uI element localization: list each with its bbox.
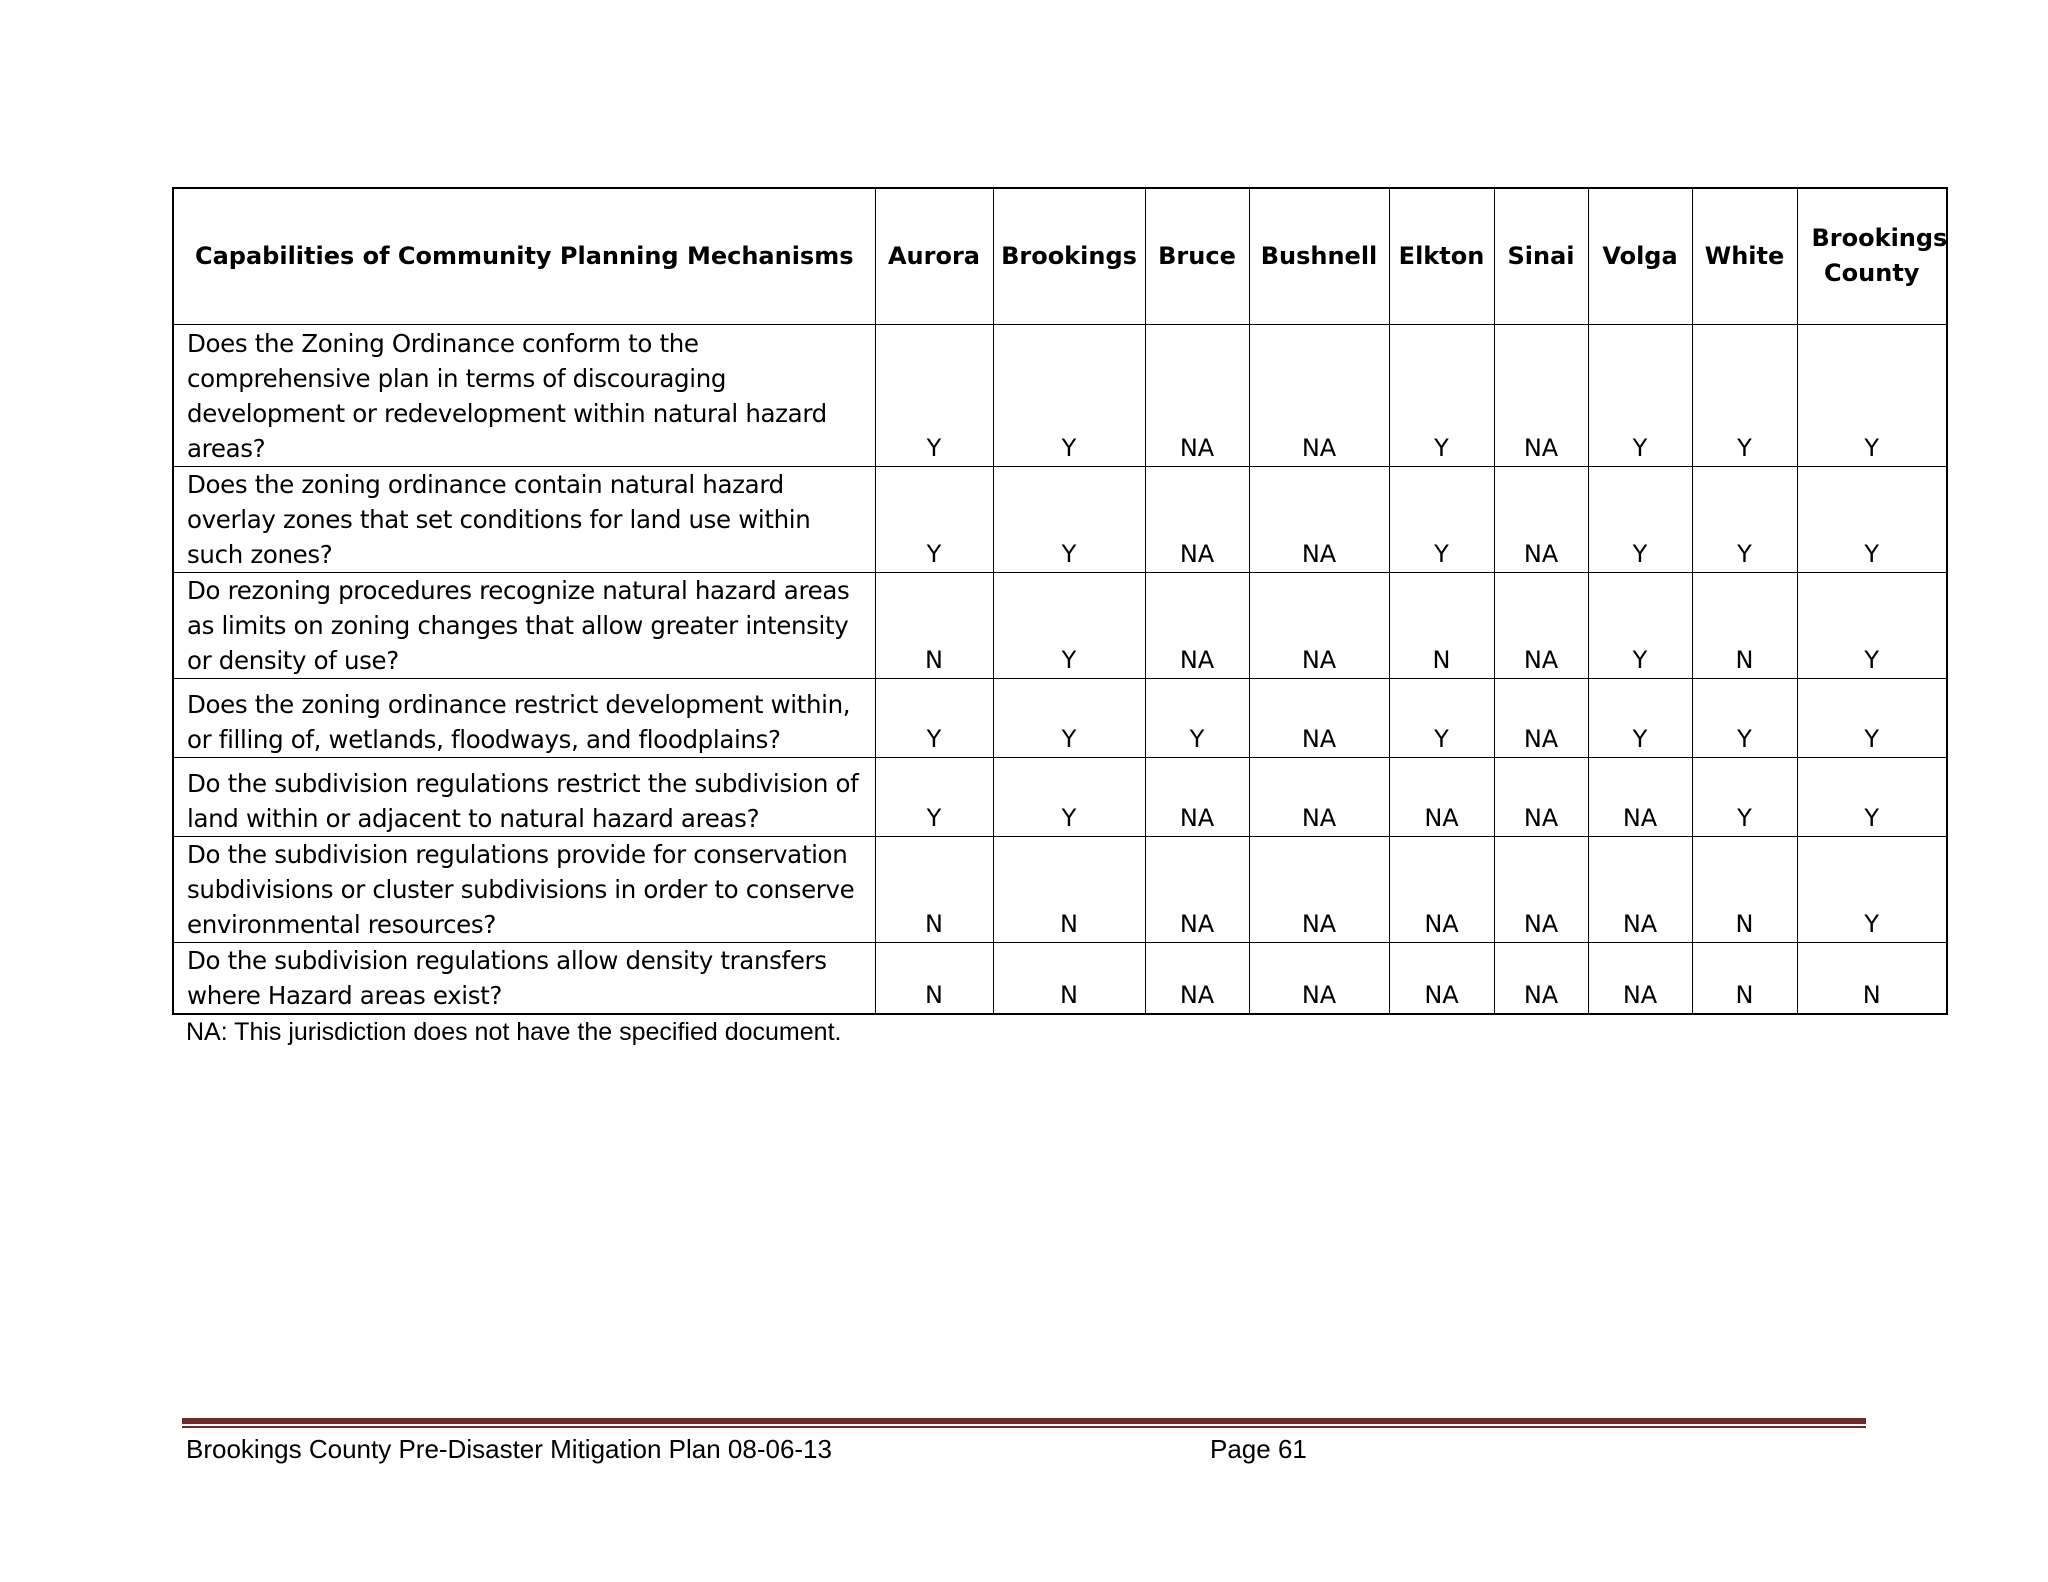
value-cell: NA (1389, 757, 1494, 836)
value-cell: N (875, 572, 993, 678)
jurisdiction-header: Elkton (1389, 188, 1494, 324)
capabilities-header: Capabilities of Community Planning Mechanisms (173, 188, 875, 324)
table-row (173, 572, 1947, 678)
question-cell: Do the subdivision regulations restrict the subdivision of land within or adjacent to natural hazard areas? (173, 757, 875, 836)
value-cell: NA (1249, 678, 1389, 757)
value-cell: NA (1389, 836, 1494, 942)
value-cell: Y (993, 324, 1145, 466)
footer-rule-thin (182, 1426, 1866, 1428)
value-cell: NA (1494, 466, 1588, 572)
value-cell: NA (1494, 678, 1588, 757)
value-cell: N (1692, 836, 1797, 942)
value-cell: NA (1249, 942, 1389, 1014)
value-cell: NA (1494, 324, 1588, 466)
value-cell: Y (993, 757, 1145, 836)
value-cell: NA (1588, 757, 1692, 836)
jurisdiction-header: Aurora (875, 188, 993, 324)
page-number: Page 61 (1210, 1434, 1307, 1464)
value-cell: N (875, 836, 993, 942)
value-cell: NA (1145, 324, 1249, 466)
table-row (173, 836, 1947, 942)
value-cell: NA (1249, 572, 1389, 678)
value-cell: Y (993, 466, 1145, 572)
value-cell: Y (1797, 836, 1947, 942)
value-cell: Y (1145, 678, 1249, 757)
value-cell: Y (1389, 324, 1494, 466)
jurisdiction-header: Sinai (1494, 188, 1588, 324)
value-cell: Y (1692, 466, 1797, 572)
value-cell: NA (1494, 942, 1588, 1014)
value-cell: Y (1389, 466, 1494, 572)
value-cell: Y (1692, 678, 1797, 757)
value-cell: NA (1145, 942, 1249, 1014)
value-cell: NA (1249, 757, 1389, 836)
value-cell: NA (1145, 836, 1249, 942)
value-cell: N (1389, 572, 1494, 678)
value-cell: Y (993, 572, 1145, 678)
table-row (173, 466, 1947, 572)
value-cell: Y (993, 678, 1145, 757)
jurisdiction-header: Bruce (1145, 188, 1249, 324)
question-cell: Does the Zoning Ordinance conform to the comprehensive plan in terms of discouraging development or redevelopment within natural hazard areas? (173, 324, 875, 466)
jurisdiction-header: Brookings County (1797, 188, 1947, 324)
question-cell: Do the subdivision regulations provide for conservation subdivisions or cluster subdivisions in order to conserve environmental resources? (173, 836, 875, 942)
footer-rule (182, 1418, 1866, 1424)
capabilities-table (172, 187, 1948, 1015)
value-cell: NA (1145, 757, 1249, 836)
value-cell: Y (875, 466, 993, 572)
value-cell: Y (1588, 466, 1692, 572)
question-cell: Does the zoning ordinance restrict development within, or filling of, wetlands, floodways, and floodplains? (173, 678, 875, 757)
value-cell: NA (1588, 942, 1692, 1014)
jurisdiction-header: White (1692, 188, 1797, 324)
value-cell: Y (1389, 678, 1494, 757)
value-cell: Y (1797, 678, 1947, 757)
value-cell: Y (1797, 572, 1947, 678)
table-body (173, 324, 1947, 1014)
value-cell: NA (1389, 942, 1494, 1014)
jurisdiction-header: Bushnell (1249, 188, 1389, 324)
value-cell: N (1692, 572, 1797, 678)
value-cell: Y (1588, 572, 1692, 678)
value-cell: NA (1249, 836, 1389, 942)
value-cell: Y (875, 678, 993, 757)
value-cell: Y (1797, 466, 1947, 572)
value-cell: Y (1797, 324, 1947, 466)
value-cell: N (1797, 942, 1947, 1014)
jurisdiction-header: Brookings (993, 188, 1145, 324)
question-cell: Does the zoning ordinance contain natural hazard overlay zones that set conditions for land use within such zones? (173, 466, 875, 572)
table-note: NA: This jurisdiction does not have the specified document. (186, 1018, 842, 1046)
value-cell: NA (1145, 466, 1249, 572)
value-cell: N (875, 942, 993, 1014)
table-row (173, 942, 1947, 1014)
value-cell: NA (1145, 572, 1249, 678)
value-cell: Y (1588, 324, 1692, 466)
value-cell: NA (1494, 572, 1588, 678)
table-row (173, 678, 1947, 757)
value-cell: N (993, 836, 1145, 942)
value-cell: NA (1494, 836, 1588, 942)
footer-title: Brookings County Pre-Disaster Mitigation Plan 08-06-13 (186, 1434, 832, 1464)
value-cell: NA (1249, 466, 1389, 572)
value-cell: NA (1249, 324, 1389, 466)
value-cell: Y (1692, 757, 1797, 836)
value-cell: Y (875, 324, 993, 466)
question-cell: Do the subdivision regulations allow density transfers where Hazard areas exist? (173, 942, 875, 1014)
value-cell: NA (1494, 757, 1588, 836)
table-header-row (173, 188, 1947, 324)
table-row (173, 757, 1947, 836)
value-cell: Y (1797, 757, 1947, 836)
table-row (173, 324, 1947, 466)
value-cell: NA (1588, 836, 1692, 942)
question-cell: Do rezoning procedures recognize natural hazard areas as limits on zoning changes that allow greater intensity or density of use? (173, 572, 875, 678)
value-cell: N (1692, 942, 1797, 1014)
value-cell: N (993, 942, 1145, 1014)
value-cell: Y (1692, 324, 1797, 466)
value-cell: Y (1588, 678, 1692, 757)
value-cell: Y (875, 757, 993, 836)
jurisdiction-header: Volga (1588, 188, 1692, 324)
